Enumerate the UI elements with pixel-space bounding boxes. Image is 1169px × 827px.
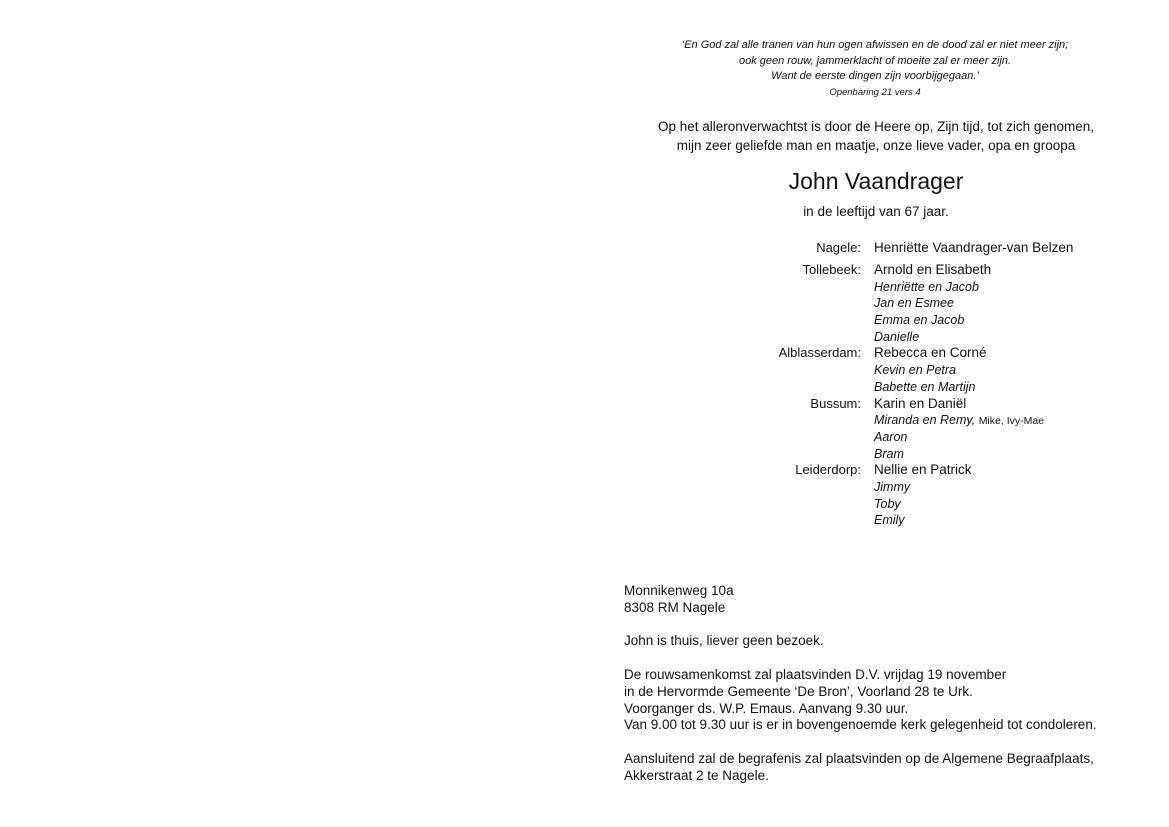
family-row — [0, 262, 1169, 279]
family-names-cell — [874, 512, 905, 529]
family-names-cell — [874, 429, 907, 446]
family-names-cell — [874, 496, 901, 513]
family-row — [0, 295, 1169, 312]
family-names: Emma en Jacob — [874, 313, 965, 328]
family-place: Nagele: — [816, 240, 861, 255]
bible-verse — [640, 38, 1110, 100]
family-names-cell — [874, 479, 910, 496]
family-row — [0, 240, 1169, 262]
family-names: Henriëtte Vaandrager-van Belzen — [874, 240, 1074, 255]
intro-text — [620, 118, 1132, 155]
family-row — [0, 429, 1169, 446]
family-row — [0, 512, 1169, 529]
service-line: Van 9.00 tot 9.30 uur is er in bovengenoemde kerk gelegenheid tot condoleren. — [624, 717, 1097, 733]
deceased-age: in de leeftijd van 67 jaar. — [803, 204, 949, 219]
service-line: Voorganger ds. W.P. Emaus. Aanvang 9.30 uur. — [624, 700, 909, 716]
family-place: Tollebeek: — [802, 262, 861, 277]
family-names-cell — [874, 362, 956, 379]
verse-reference: Openbaring 21 vers 4 — [829, 86, 921, 98]
practical-info — [624, 583, 1144, 785]
family-names-cell — [874, 295, 954, 312]
family-row — [0, 412, 1169, 429]
family-list — [0, 240, 1169, 529]
family-names: Bram — [874, 446, 904, 461]
visit-notice: John is thuis, liever geen bezoek. — [624, 633, 824, 649]
address-street: Monnikenweg 10a — [624, 583, 734, 598]
family-place: Bussum: — [810, 395, 861, 411]
family-names-cell — [874, 240, 1073, 257]
family-names: Miranda en Remy, — [874, 413, 976, 428]
address-postal-city: 8308 RM Nagele — [624, 599, 726, 615]
family-names-cell — [874, 279, 979, 296]
verse-line: ook geen rouw, jammerklacht of moeite zal er meer zijn. — [738, 54, 1012, 67]
family-names: Karin en Daniël — [874, 395, 967, 411]
deceased-name: John Vaandrager — [788, 168, 964, 194]
family-names: Rebecca en Corné — [874, 345, 987, 361]
intro-line: Op het alleronverwachtst is door de Heere op, Zijn tijd, tot zich genomen, — [658, 119, 1094, 134]
family-place: Alblasserdam: — [778, 345, 861, 361]
family-names-cell — [874, 446, 904, 463]
family-names-cell — [874, 412, 1044, 430]
service-line: De rouwsamenkomst zal plaatsvinden D.V. vrijdag 19 november — [624, 666, 1007, 682]
verse-line: ‘En God zal alle tranen van hun ogen afwissen en de dood zal er niet meer zijn; — [681, 39, 1069, 51]
family-row — [0, 312, 1169, 329]
family-children: Mike, Ivy-Mae — [978, 415, 1045, 428]
family-row — [0, 329, 1169, 346]
family-names-cell — [874, 262, 991, 279]
burial-line: Aansluitend zal de begrafenis zal plaatsvinden op de Algemene Begraafplaats, — [624, 750, 1094, 766]
family-place: Leiderdorp: — [795, 462, 861, 478]
family-names-cell — [874, 312, 964, 329]
family-row — [0, 446, 1169, 463]
family-names-cell — [874, 379, 975, 396]
family-row — [0, 345, 1169, 362]
family-row — [0, 379, 1169, 396]
family-names: Toby — [874, 496, 901, 511]
family-names: Aaron — [874, 429, 908, 444]
family-names-cell — [874, 329, 919, 346]
family-names: Arnold en Elisabeth — [874, 262, 992, 277]
family-row — [0, 496, 1169, 513]
family-names: Jimmy — [874, 479, 911, 494]
family-row — [0, 462, 1169, 479]
family-names: Emily — [874, 513, 905, 528]
family-names-cell — [874, 345, 987, 362]
burial-line: Akkerstraat 2 te Nagele. — [624, 767, 769, 783]
family-names: Henriëtte en Jacob — [874, 279, 979, 294]
family-row — [0, 479, 1169, 496]
family-names: Babette en Martijn — [874, 379, 976, 394]
intro-line: mijn zeer geliefde man en maatje, onze lieve vader, opa en groopa — [676, 137, 1076, 153]
family-names: Kevin en Petra — [874, 363, 956, 378]
family-names-cell — [874, 462, 972, 479]
family-row — [0, 396, 1169, 413]
family-names-cell — [874, 396, 966, 413]
family-names: Jan en Esmee — [874, 296, 954, 311]
service-line: in de Hervormde Gemeente ‘De Bron’, Voorland 28 te Urk. — [624, 683, 973, 699]
family-row — [0, 279, 1169, 296]
family-names: Nellie en Patrick — [874, 462, 972, 478]
verse-line: Want de eerste dingen zijn voorbijgegaan.’ — [771, 70, 979, 82]
family-names: Danielle — [874, 329, 920, 344]
family-row — [0, 362, 1169, 379]
